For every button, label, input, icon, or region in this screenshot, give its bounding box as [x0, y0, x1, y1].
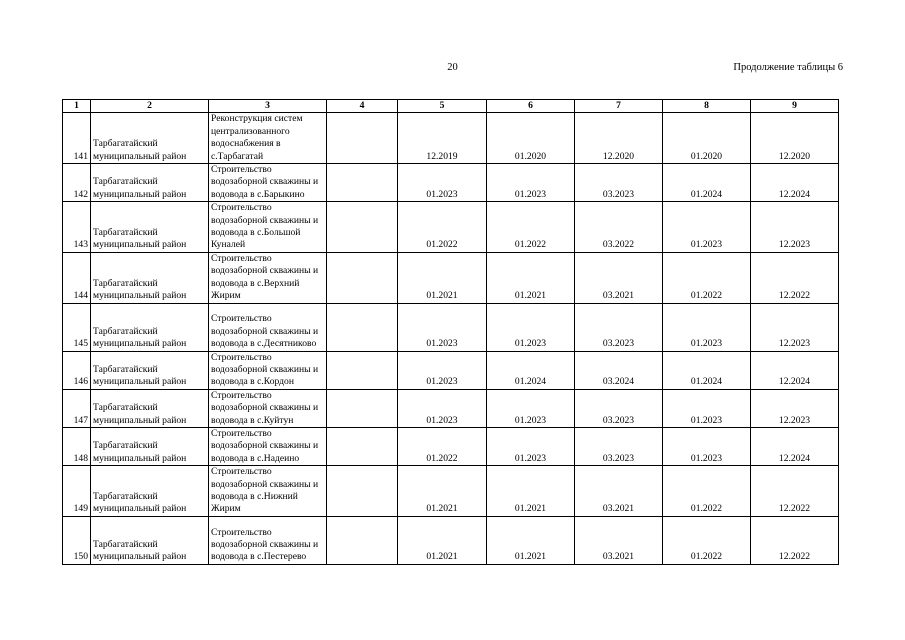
date-cell: 01.2021	[398, 466, 487, 517]
object-cell: Реконструкция систем централизованного водоснабжения в с.Тарбагатай	[209, 113, 327, 164]
date-cell: 01.2023	[487, 427, 575, 465]
object-cell: Строительство водозаборной скважины и водовода в с.Десятниково	[209, 303, 327, 351]
date-cell: 12.2022	[751, 516, 839, 564]
col4-cell	[327, 164, 398, 202]
page-number: 20	[447, 62, 458, 73]
date-cell: 01.2023	[663, 389, 751, 427]
col4-cell	[327, 113, 398, 164]
column-header: 5	[398, 100, 487, 113]
object-cell: Строительство водозаборной скважины и водовода в с.Верхний Жирим	[209, 252, 327, 303]
table-row	[63, 466, 839, 517]
row-number: 149	[63, 466, 91, 517]
table-row	[63, 389, 839, 427]
date-cell: 12.2024	[751, 164, 839, 202]
date-cell: 12.2023	[751, 303, 839, 351]
date-cell: 01.2021	[398, 252, 487, 303]
column-header: 6	[487, 100, 575, 113]
object-cell: Строительство водозаборной скважины и водовода в с.Большой Куналей	[209, 202, 327, 253]
column-header: 2	[91, 100, 209, 113]
row-number: 150	[63, 516, 91, 564]
table-continuation-label: Продолжение таблицы 6	[733, 62, 843, 73]
date-cell: 01.2024	[663, 164, 751, 202]
date-cell: 03.2024	[575, 351, 663, 389]
table-row	[63, 164, 839, 202]
date-cell: 01.2020	[663, 113, 751, 164]
column-number-row	[63, 100, 839, 113]
column-header: 9	[751, 100, 839, 113]
date-cell: 01.2023	[398, 351, 487, 389]
district-cell: Тарбагатайский муниципальный район	[91, 252, 209, 303]
date-cell: 12.2024	[751, 351, 839, 389]
row-number: 141	[63, 113, 91, 164]
object-cell: Строительство водозаборной скважины и водовода в с.Нижний Жирим	[209, 466, 327, 517]
row-number: 144	[63, 252, 91, 303]
table-row	[63, 303, 839, 351]
date-cell: 01.2021	[487, 466, 575, 517]
date-cell: 12.2022	[751, 252, 839, 303]
column-header: 3	[209, 100, 327, 113]
object-cell: Строительство водозаборной скважины и водовода в с.Надеино	[209, 427, 327, 465]
date-cell: 12.2022	[751, 466, 839, 517]
district-cell: Тарбагатайский муниципальный район	[91, 113, 209, 164]
schedule-table	[62, 99, 839, 565]
date-cell: 01.2024	[663, 351, 751, 389]
date-cell: 01.2023	[487, 164, 575, 202]
date-cell: 03.2023	[575, 427, 663, 465]
table-row	[63, 516, 839, 564]
district-cell: Тарбагатайский муниципальный район	[91, 427, 209, 465]
date-cell: 01.2023	[663, 202, 751, 253]
row-number: 142	[63, 164, 91, 202]
date-cell: 01.2023	[663, 303, 751, 351]
date-cell: 01.2020	[487, 113, 575, 164]
col4-cell	[327, 466, 398, 517]
date-cell: 01.2022	[663, 252, 751, 303]
district-cell: Тарбагатайский муниципальный район	[91, 466, 209, 517]
date-cell: 01.2022	[663, 516, 751, 564]
date-cell: 03.2022	[575, 202, 663, 253]
date-cell: 01.2022	[487, 202, 575, 253]
col4-cell	[327, 202, 398, 253]
date-cell: 03.2023	[575, 164, 663, 202]
col4-cell	[327, 351, 398, 389]
date-cell: 01.2022	[663, 466, 751, 517]
col4-cell	[327, 516, 398, 564]
table-row	[63, 252, 839, 303]
date-cell: 03.2023	[575, 303, 663, 351]
date-cell: 12.2023	[751, 202, 839, 253]
date-cell: 12.2023	[751, 389, 839, 427]
date-cell: 12.2020	[751, 113, 839, 164]
date-cell: 01.2023	[398, 303, 487, 351]
row-number: 148	[63, 427, 91, 465]
column-header: 7	[575, 100, 663, 113]
district-cell: Тарбагатайский муниципальный район	[91, 351, 209, 389]
date-cell: 03.2021	[575, 516, 663, 564]
table-row	[63, 202, 839, 253]
date-cell: 01.2021	[487, 252, 575, 303]
date-cell: 12.2020	[575, 113, 663, 164]
date-cell: 01.2022	[398, 202, 487, 253]
district-cell: Тарбагатайский муниципальный район	[91, 164, 209, 202]
date-cell: 01.2023	[487, 303, 575, 351]
object-cell: Строительство водозаборной скважины и водовода в с.Барыкино	[209, 164, 327, 202]
object-cell: Строительство водозаборной скважины и водовода в с.Пестерево	[209, 516, 327, 564]
date-cell: 03.2023	[575, 389, 663, 427]
date-cell: 12.2019	[398, 113, 487, 164]
row-number: 147	[63, 389, 91, 427]
table-row	[63, 427, 839, 465]
column-header: 1	[63, 100, 91, 113]
date-cell: 01.2023	[398, 389, 487, 427]
date-cell: 01.2023	[398, 164, 487, 202]
col4-cell	[327, 427, 398, 465]
district-cell: Тарбагатайский муниципальный район	[91, 389, 209, 427]
date-cell: 03.2021	[575, 252, 663, 303]
col4-cell	[327, 389, 398, 427]
date-cell: 01.2021	[487, 516, 575, 564]
column-header: 4	[327, 100, 398, 113]
object-cell: Строительство водозаборной скважины и водовода в с.Кордон	[209, 351, 327, 389]
date-cell: 12.2024	[751, 427, 839, 465]
date-cell: 01.2023	[663, 427, 751, 465]
district-cell: Тарбагатайский муниципальный район	[91, 303, 209, 351]
date-cell: 01.2022	[398, 427, 487, 465]
col4-cell	[327, 303, 398, 351]
date-cell: 01.2024	[487, 351, 575, 389]
row-number: 145	[63, 303, 91, 351]
date-cell: 03.2021	[575, 466, 663, 517]
date-cell: 01.2023	[487, 389, 575, 427]
row-number: 146	[63, 351, 91, 389]
column-header: 8	[663, 100, 751, 113]
table-row	[63, 351, 839, 389]
col4-cell	[327, 252, 398, 303]
object-cell: Строительство водозаборной скважины и водовода в с.Куйтун	[209, 389, 327, 427]
table-row	[63, 113, 839, 164]
district-cell: Тарбагатайский муниципальный район	[91, 202, 209, 253]
date-cell: 01.2021	[398, 516, 487, 564]
row-number: 143	[63, 202, 91, 253]
district-cell: Тарбагатайский муниципальный район	[91, 516, 209, 564]
